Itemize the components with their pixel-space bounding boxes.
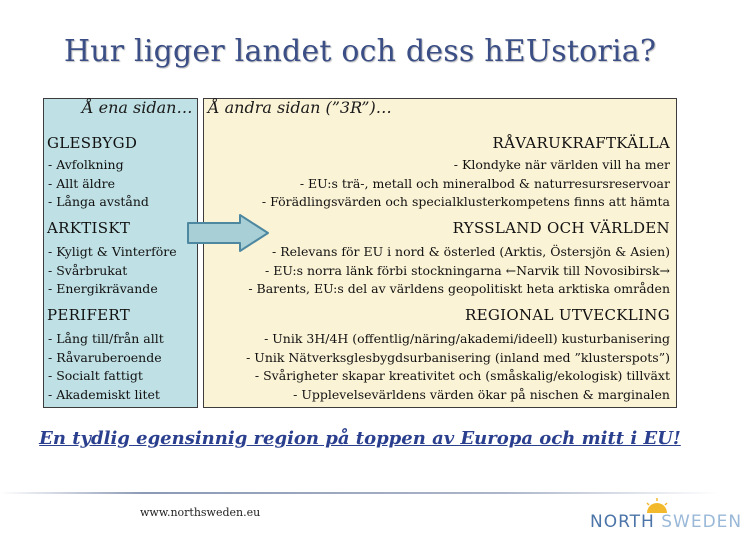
left-section-perifert-list	[48, 330, 164, 404]
right-section-regional-heading: REGIONAL UTVECKLING	[465, 306, 670, 324]
list-item: - Svårigheter skapar kreativitet och (småskalig/ekologisk) tillväxt	[254, 368, 670, 383]
list-item: - Upplevelsevärldens värden ökar på nischen & marginalen	[293, 386, 670, 402]
page-title: Hur ligger landet och dess hEUstoria?	[63, 34, 657, 69]
logo-north-text: NORTH	[590, 512, 655, 532]
left-section-perifert-heading: PERIFERT	[47, 306, 131, 324]
list-item: - Barents, EU:s del av världens geopolitiskt heta arktiska områden	[248, 281, 670, 296]
list-item: - Allt äldre	[48, 175, 116, 191]
list-item: - Energikrävande	[48, 281, 158, 296]
left-section-arktiskt-heading: ARKTISKT	[47, 219, 131, 237]
north-sweden-logo	[590, 500, 742, 536]
list-item: - EU:s norra länk förbi stockningarna ←Narvik till Novosibirsk→	[265, 262, 670, 278]
list-item: - Relevans för EU i nord & österled (Arktis, Östersjön & Asien)	[272, 244, 670, 259]
list-item: - Socialt fattigt	[48, 368, 143, 383]
list-item: - Svårbrukat	[48, 262, 128, 278]
left-column-heading: Å ena sidan…	[82, 98, 193, 117]
list-item: - Kyligt & Vinterföre	[48, 244, 177, 259]
right-column-heading: Å andra sidan (”3R”)…	[208, 98, 392, 117]
list-item: - Lång till/från allt	[48, 331, 164, 346]
right-section-ryssland-list	[248, 243, 670, 299]
right-section-ryssland-heading: RYSSLAND OCH VÄRLDEN	[452, 219, 670, 237]
left-section-arktiskt-list	[48, 243, 177, 299]
list-item: - Unik 3H/4H (offentlig/näring/akademi/ideell) kusturbanisering	[264, 331, 670, 346]
list-item: - Akademiskt litet	[48, 386, 160, 402]
list-item: - Unik Nätverksglesbygdsurbanisering (inland med ”klusterspots”)	[246, 349, 670, 365]
tagline: En tydlig egensinnig region på toppen av Europa och mitt i EU!	[39, 428, 681, 449]
list-item: - Klondyke när världen vill ha mer	[453, 157, 670, 172]
left-section-glesbygd-heading: GLESBYGD	[47, 134, 138, 152]
right-section-regional-list	[246, 330, 670, 404]
footer-url[interactable]: www.northsweden.eu	[140, 506, 261, 519]
list-item: - Långa avstånd	[48, 194, 149, 209]
list-item: - Råvaruberoende	[48, 349, 162, 365]
right-section-ravarukraftkalla-list	[262, 156, 670, 212]
list-item: - Förädlingsvärden och specialklusterkompetens finns att hämta	[261, 194, 670, 209]
footer-divider	[0, 492, 720, 494]
list-item: - Avfolkning	[48, 157, 124, 172]
right-arrow-icon	[186, 214, 270, 252]
right-section-ravarukraftkalla-heading: RÅVARUKRAFTKÄLLA	[492, 134, 670, 152]
logo-sweden-text: SWEDEN	[661, 512, 742, 532]
left-section-glesbygd-list	[48, 156, 149, 212]
list-item: - EU:s trä-, metall och mineralbod & naturresursreservoar	[299, 175, 670, 191]
